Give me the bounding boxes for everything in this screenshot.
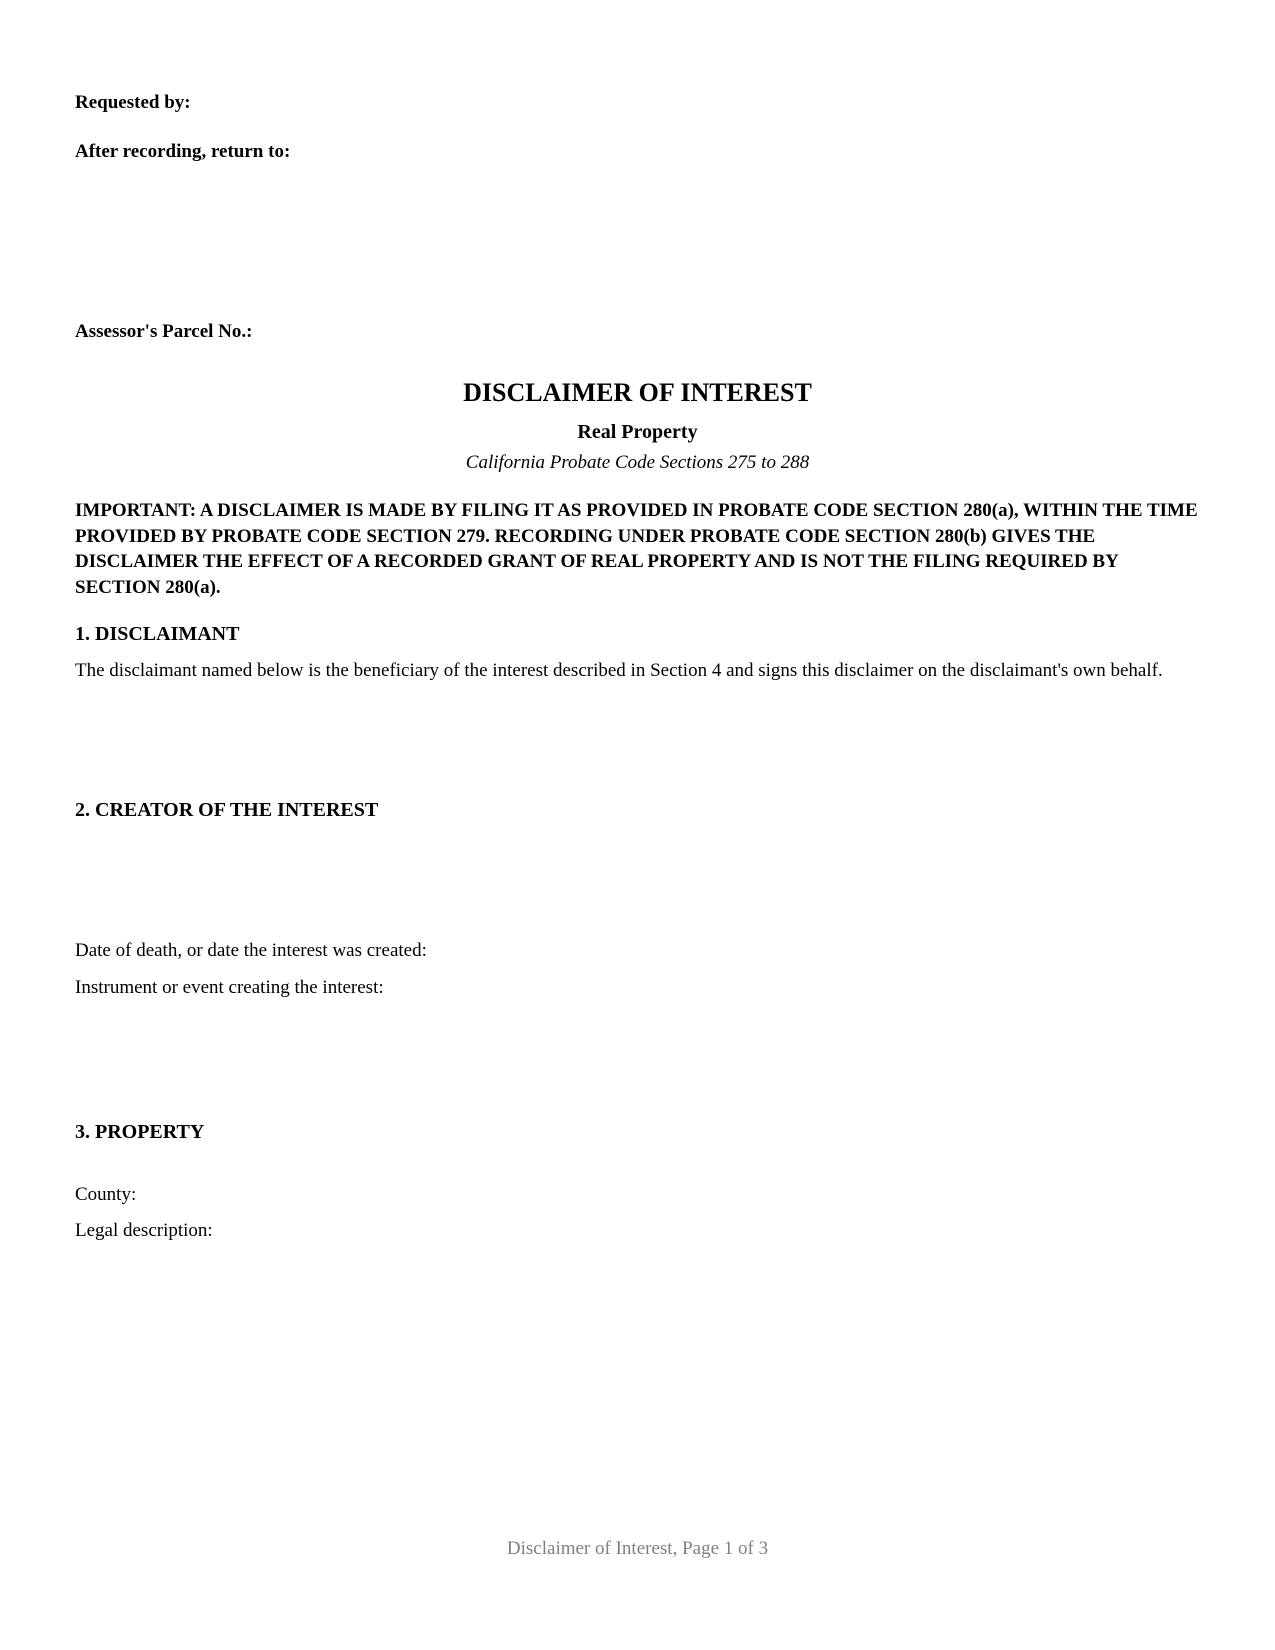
requested-by-label: Requested by: [75,92,191,113]
parcel-number-label: Assessor's Parcel No.: [75,321,253,342]
section-1-body: The disclaimant named below is the beneficiary of the interest described in Section 4 and signs this disclaimer on the disclaimant's own behalf. [75,660,1163,681]
section-1-heading: 1. DISCLAIMANT [75,623,240,645]
document-title: DISCLAIMER OF INTEREST [463,378,812,407]
important-notice: IMPORTANT: A DISCLAIMER IS MADE BY FILING IT AS PROVIDED IN PROBATE CODE SECTION 280(a), WITHIN THE TIME PROVIDED BY PROBATE CODE SECTION 279. RECORDING UNDER PROBATE CODE SECTION 280(b) GIVES THE DISCLAIMER THE EFFECT OF A RECORDED GRANT OF REAL PROPERTY AND IS NOT THE FILING REQUIRED BY SECTION 280(a). [75,500,1198,598]
document-subtitle: Real Property [577,421,698,443]
county-label: County: [75,1184,137,1205]
return-to-label: After recording, return to: [75,141,291,162]
legal-description-label: Legal description: [75,1220,213,1241]
date-created-label: Date of death, or date the interest was created: [75,940,427,961]
instrument-label: Instrument or event creating the interest: [75,977,384,998]
page-footer: Disclaimer of Interest, Page 1 of 3 [506,1538,769,1559]
section-2-heading: 2. CREATOR OF THE INTEREST [75,799,379,821]
section-3-heading: 3. PROPERTY [75,1121,205,1143]
statute-citation: California Probate Code Sections 275 to 288 [465,452,810,473]
